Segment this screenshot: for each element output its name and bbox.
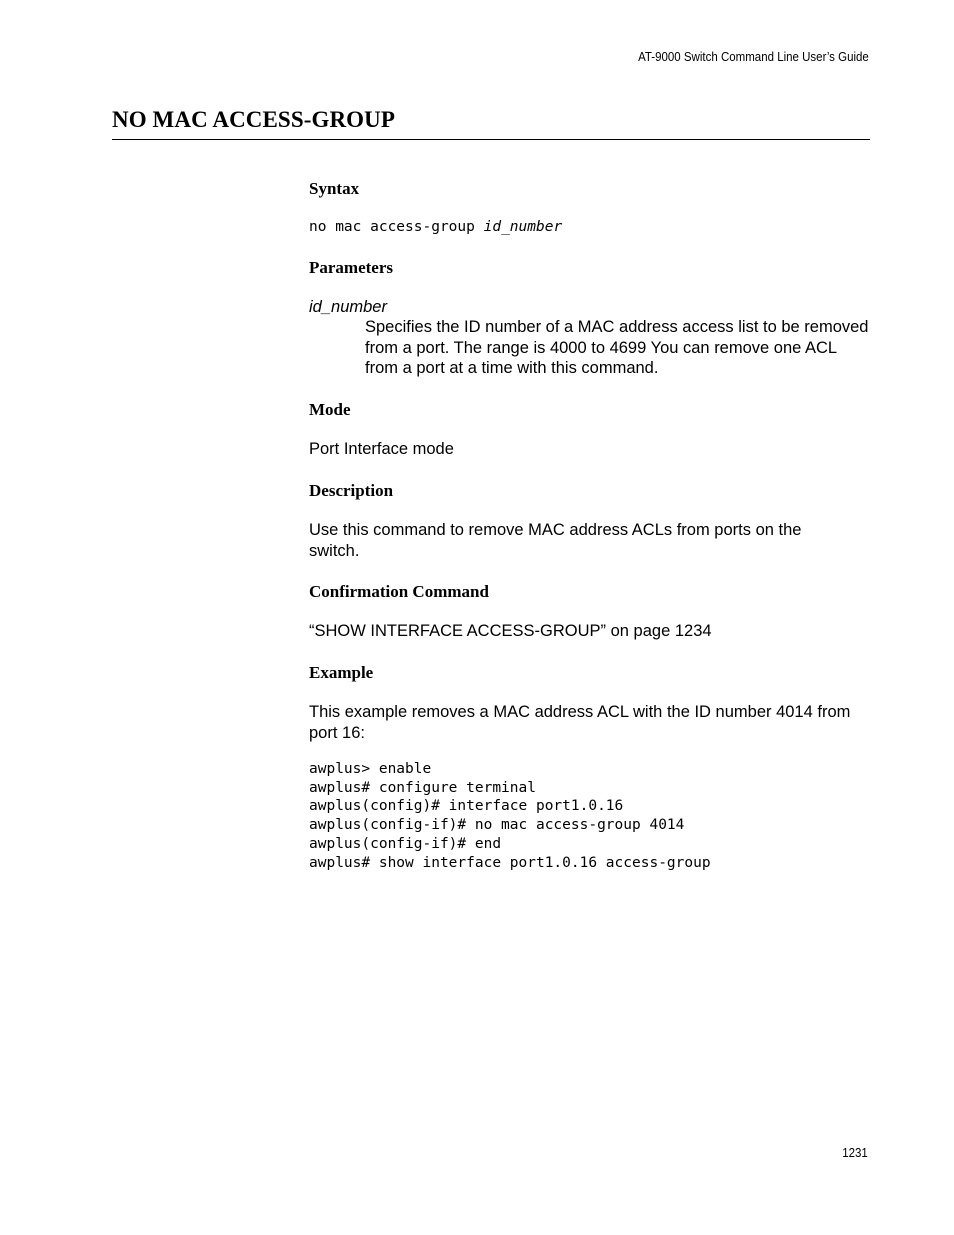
syntax-parameter: id_number bbox=[483, 219, 563, 235]
syntax-command-text: no mac access-group bbox=[309, 219, 484, 235]
parameter-name: id_number bbox=[309, 298, 387, 316]
guide-title: AT-9000 Switch Command Line User’s Guide bbox=[638, 50, 869, 64]
example-text: This example removes a MAC address ACL with the ID number 4014 from port 16: bbox=[309, 703, 851, 742]
page-number: 1231 bbox=[842, 1146, 868, 1160]
confirmation-heading: Confirmation Command bbox=[309, 582, 489, 601]
description-heading: Description bbox=[309, 481, 394, 500]
code-line: awplus(config)# interface port1.0.16 bbox=[309, 798, 624, 815]
mode-heading: Mode bbox=[309, 400, 351, 419]
parameters-heading: Parameters bbox=[309, 258, 394, 277]
code-line: awplus# show interface port1.0.16 access-group bbox=[309, 854, 711, 871]
parameter-description: Specifies the ID number of a MAC address access list to be removed from a port. The range is 4000 to 4699 You can remove one ACL from a port at a time with this command. bbox=[365, 318, 869, 377]
code-line: awplus# configure terminal bbox=[309, 779, 536, 796]
page-title: NO MAC ACCESS-GROUP bbox=[112, 107, 396, 132]
code-line: awplus(config-if)# no mac access-group 4014 bbox=[309, 817, 685, 834]
code-line: awplus> enable bbox=[309, 761, 432, 777]
mode-text: Port Interface mode bbox=[309, 440, 454, 458]
code-line: awplus(config-if)# end bbox=[309, 835, 502, 852]
confirmation-command-link[interactable]: “SHOW INTERFACE ACCESS-GROUP” on page 1234 bbox=[309, 622, 712, 640]
title-divider bbox=[112, 139, 870, 140]
description-text: Use this command to remove MAC address ACLs from ports on the switch. bbox=[309, 521, 802, 560]
example-code-block bbox=[309, 760, 711, 872]
example-heading: Example bbox=[309, 663, 374, 682]
syntax-heading: Syntax bbox=[309, 179, 360, 198]
syntax-command bbox=[309, 217, 562, 237]
